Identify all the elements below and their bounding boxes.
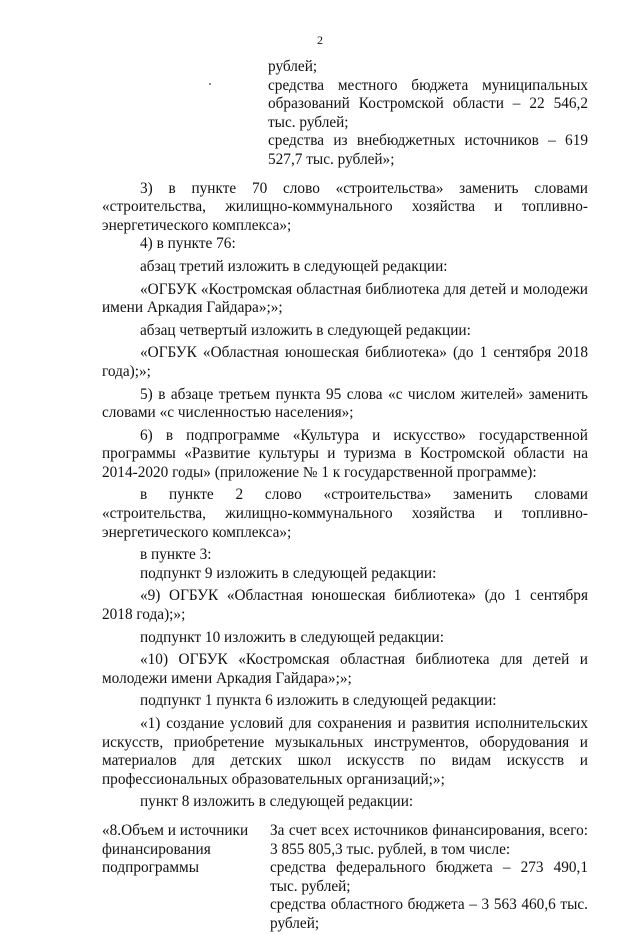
amendment-paragraph: 4) в пункте 76: (140, 235, 236, 253)
amendment-paragraph: в пункте 2 слово «строительства» заменить словами «строительства, жилищно-коммунального хозяйства и топливно-энергетического комплекса»; (102, 486, 588, 541)
amendment-paragraph: подпункт 1 пункта 6 изложить в следующей редакции: (140, 692, 497, 710)
amendment-paragraph: абзац третий изложить в следующей редакции: (140, 257, 448, 275)
amendment-paragraph: подпункт 10 изложить в следующей редакции: (140, 628, 444, 646)
amendment-paragraph: в пункте 3: (140, 546, 212, 564)
amendment-paragraph: подпункт 9 изложить в следующей редакции: (140, 564, 437, 582)
passport-values (270, 822, 588, 934)
passport-line: За счет всех источников финансирования, всего: 3 855 805,3 тыс. рублей, в том числе: (270, 821, 588, 858)
passport-line: средства областного бюджета – 3 563 460,6 тыс. рублей; (270, 896, 588, 932)
amendment-paragraph: «9) ОГБУК «Областная юношеская библиотека» (до 1 сентября 2018 года);»; (102, 587, 588, 624)
amendment-paragraph: «ОГБУК «Костромская областная библиотека для детей и молодежи имени Аркадия Гайдара»;»; (102, 280, 588, 317)
page-number: 2 (317, 33, 323, 47)
amendment-paragraph: абзац четвертый изложить в следующей редакции: (140, 321, 471, 339)
amendment-paragraph: «1) создание условий для сохранения и развития исполнительских искусств, приобретение музыкальных инструментов, оборудования и материалов для детских школ искусств по видам искусств и профессиональных образовательных организаций;»; (102, 715, 588, 788)
funding-passport-row (102, 822, 588, 934)
document-body (102, 58, 588, 934)
amendment-paragraph: пункт 8 изложить в следующей редакции: (140, 793, 414, 811)
funding-line: средства местного бюджета муниципальных образований Костромской области – 22 546,2 тыс. рублей; (268, 76, 588, 131)
funding-line: рублей; (268, 58, 318, 75)
amendment-paragraph: 6) в подпрограмме «Культура и искусство» государственной программы «Развитие культуры и туризма в Костромской области на 2014-2020 годы» (приложение № 1 к государственной программе): (102, 426, 588, 481)
passport-label: «8.Объем и источники финансирования подпрограммы (102, 821, 249, 877)
amendment-paragraph: 5) в абзаце третьем пункта 95 слова «с числом жителей» заменить словами «с численностью населения»; (102, 385, 588, 422)
amendment-paragraph: «10) ОГБУК «Костромская областная библиотека для детей и молодежи имени Аркадия Гайдара»;»; (102, 651, 588, 687)
passport-line: средства федерального бюджета – 273 490,1 тыс. рублей; (270, 859, 588, 895)
funding-sources-continuation (268, 58, 588, 170)
amendment-paragraph: «ОГБУК «Областная юношеская библиотека» (до 1 сентября 2018 года);»; (102, 344, 588, 380)
amendment-paragraph: 3) в пункте 70 слово «строительства» заменить словами «строительства, жилищно-коммунального хозяйства и топливно-энергетического комплекса»; (102, 179, 588, 234)
funding-line: средства из внебюджетных источников – 619 527,7 тыс. рублей»; (268, 132, 588, 168)
